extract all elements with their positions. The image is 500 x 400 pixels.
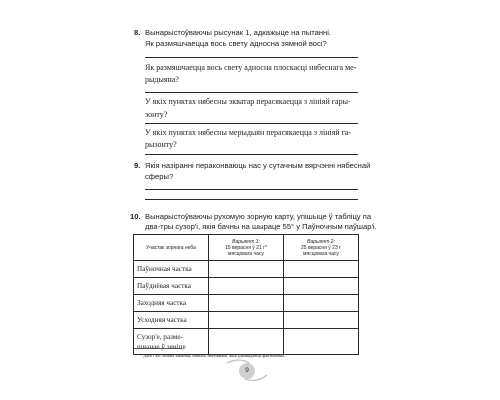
question-9-number: 9.: [134, 161, 141, 170]
row-label: Заходняя частка: [134, 295, 209, 312]
answer-line[interactable]: [145, 57, 358, 58]
question-8-line-1: Вынарыстоўваючы рысунак 1, адкажыце на пытанні.: [145, 28, 332, 37]
answer-cell[interactable]: [209, 329, 284, 355]
question-10-line-1: Вынарыстоўваючы рухомую зорную карту, упішыце ў табліцу па: [145, 212, 372, 221]
answer-cell[interactable]: [284, 329, 359, 355]
row-label-zenith-line-2: шчанае ў зеніце: [137, 342, 186, 351]
column-header-sky-area: Участак зорнага неба: [134, 235, 209, 261]
answer-cell[interactable]: [209, 312, 284, 329]
answer-line[interactable]: [145, 123, 358, 124]
answer-cell[interactable]: [209, 261, 284, 278]
footnote: * Дата і час можна замяніць іншымі значэннямі, якія адпавядаюць фактычным.: [140, 353, 286, 358]
question-10-number: 10.: [130, 212, 141, 221]
column-header-variant-1: [209, 235, 284, 261]
question-8-sub-2-line-1: У якіх пунктах нябесны экватар перасякаецца з лініяй гары-: [145, 97, 351, 106]
question-10-line-2: два-тры сузор'і, якія бачны на шыраце 55° у Паўночным паўшар'і.: [145, 222, 377, 231]
question-8-line-2: Як размяшчаецца вось свету адносна зямной восі?: [145, 39, 327, 48]
table-row: [134, 278, 359, 295]
table-header-row: [134, 235, 359, 261]
variant-2-title: Варыянт 2:: [307, 238, 335, 245]
variant-1-time-note: мясцовага часу: [228, 250, 264, 257]
table-row: [134, 295, 359, 312]
page-number: 9: [239, 363, 255, 379]
answer-cell[interactable]: [284, 278, 359, 295]
answer-cell[interactable]: [284, 261, 359, 278]
table-row: [134, 329, 359, 355]
question-8-number: 8.: [134, 28, 141, 37]
question-8-sub-2-line-2: зонту?: [145, 110, 168, 119]
question-8-sub-3-line-1: У якіх пунктах нябесны мерыдыян перасякаецца з лініяй га-: [145, 128, 352, 137]
variant-2-time-note: мясцовага часу: [303, 250, 339, 257]
row-label-zenith-line-1: Сузор'е, разме-: [137, 332, 183, 341]
constellation-table: [133, 234, 359, 355]
row-label-zenith: [134, 329, 209, 355]
footnote-divider: [134, 348, 182, 349]
question-8-sub-1-line-1: Як размяшчаецца вось свету адносна плоскасці нябеснага ме-: [145, 63, 357, 72]
variant-1-date: 15 верасня ў 21 г*: [225, 244, 267, 251]
answer-cell[interactable]: [209, 295, 284, 312]
row-label: Паўднёвая частка: [134, 278, 209, 295]
answer-cell[interactable]: [284, 312, 359, 329]
answer-line[interactable]: [145, 199, 358, 200]
question-9-line-1: Якія назіранні пераконваюць нас у сутачным вярчэнні нябеснай: [145, 161, 371, 170]
variant-1-title: Варыянт 1:: [232, 238, 260, 245]
question-8-sub-3-line-2: рызонту?: [145, 140, 177, 149]
answer-line[interactable]: [145, 92, 358, 93]
row-label: Паўночная частка: [134, 261, 209, 278]
row-label: Усходняя частка: [134, 312, 209, 329]
question-9-line-2: сферы?: [145, 172, 174, 181]
question-8-sub-1-line-2: рыдыяна?: [145, 75, 179, 84]
answer-line[interactable]: [145, 154, 358, 155]
column-header-variant-2: [284, 235, 359, 261]
answer-line[interactable]: [145, 189, 358, 190]
answer-cell[interactable]: [284, 295, 359, 312]
answer-cell[interactable]: [209, 278, 284, 295]
table-row: [134, 261, 359, 278]
variant-2-date: 25 верасня ў 23 г: [301, 244, 341, 251]
table-row: [134, 312, 359, 329]
